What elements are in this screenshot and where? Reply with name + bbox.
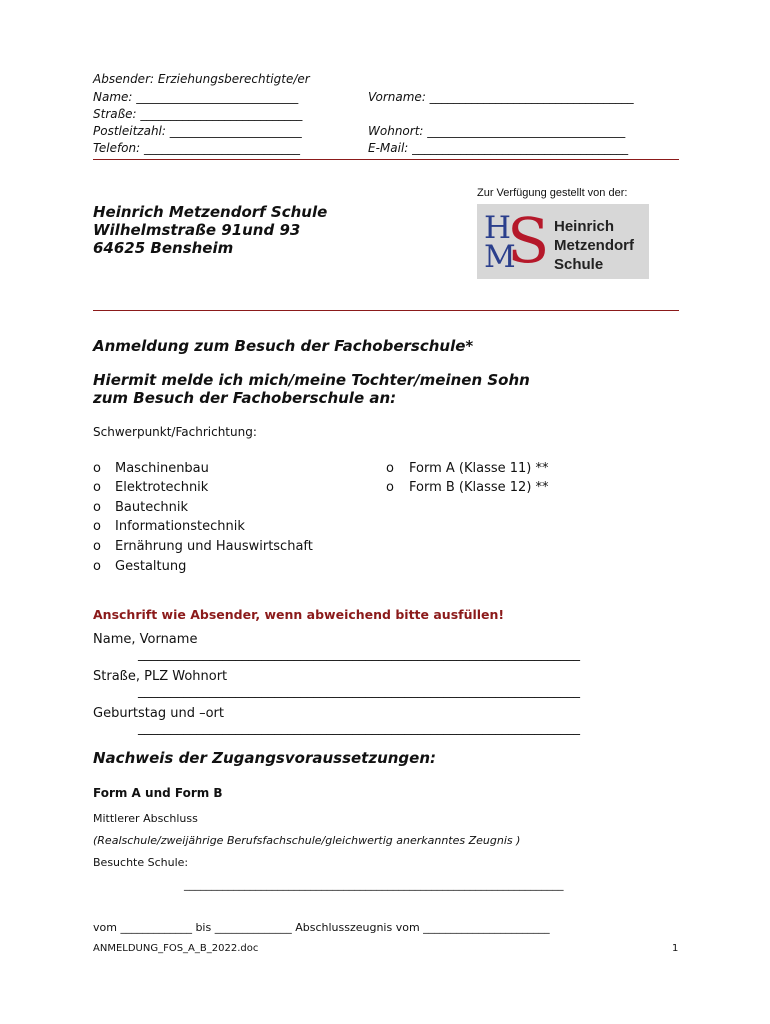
sender-phone-field[interactable]: Telefon: __________________________ (93, 141, 300, 155)
sender-vorname-field[interactable]: Vorname: __________________________________ (368, 90, 634, 104)
school-street: Wilhelmstraße 91und 93 (93, 221, 301, 239)
footer-filename: ANMELDUNG_FOS_A_B_2022.doc (93, 943, 259, 954)
alt-street-field[interactable]: ____________________________________________________________________ (138, 684, 580, 699)
logo-letter-h: H (484, 210, 512, 246)
school-city: 64625 Bensheim (93, 239, 234, 257)
checkbox-bautechnik[interactable]: o (93, 500, 101, 515)
sender-email-field[interactable]: E-Mail: ____________________________________ (368, 141, 629, 155)
checkbox-form-b[interactable]: o (386, 480, 394, 495)
alt-name-field[interactable]: ____________________________________________________________________ (138, 647, 580, 662)
option-bautechnik: Bautechnik (115, 500, 188, 515)
sender-name-field[interactable]: Name: ___________________________ (93, 90, 299, 104)
checkbox-informationstechnik[interactable]: o (93, 519, 101, 534)
school-visited-field[interactable]: _____________________________________________________________________ (184, 878, 564, 891)
school-logo (477, 204, 649, 279)
logo-letter-m: M (484, 239, 516, 275)
checkbox-form-a[interactable]: o (386, 461, 394, 476)
form-intro-line-2: zum Besuch der Fachoberschule an: (93, 389, 397, 407)
sender-heading: Absender: Erziehungsberechtigte/er (93, 72, 310, 86)
form-intro-line-1: Hiermit melde ich mich/meine Tochter/meinen Sohn (93, 371, 530, 389)
logo-letter-s: S (507, 204, 550, 277)
dates-field[interactable]: vom _____________ bis ______________ Abschlusszeugnis vom _______________________ (93, 921, 550, 934)
address-divider (93, 310, 679, 311)
checkbox-elektrotechnik[interactable]: o (93, 480, 101, 495)
provided-by-label: Zur Verfügung gestellt von der: (477, 187, 628, 199)
degree-label: Mittlerer Abschluss (93, 812, 198, 825)
header-divider (93, 159, 679, 160)
focus-label: Schwerpunkt/Fachrichtung: (93, 425, 257, 439)
logo-text-line-1: Heinrich (554, 218, 615, 235)
alt-address-heading: Anschrift wie Absender, wenn abweichend bitte ausfüllen! (93, 607, 505, 622)
alt-street-label: Straße, PLZ Wohnort (93, 669, 228, 684)
option-ernaehrung: Ernährung und Hauswirtschaft (115, 539, 313, 554)
alt-name-label: Name, Vorname (93, 632, 198, 647)
alt-birth-label: Geburtstag und –ort (93, 706, 224, 721)
option-elektrotechnik: Elektrotechnik (115, 480, 209, 495)
option-form-a: Form A (Klasse 11) ** (409, 461, 549, 476)
form-title: Anmeldung zum Besuch der Fachoberschule* (93, 337, 474, 355)
checkbox-maschinenbau[interactable]: o (93, 461, 101, 476)
logo-text-line-3: Schule (554, 256, 604, 273)
option-form-b: Form B (Klasse 12) ** (409, 480, 549, 495)
option-informationstechnik: Informationstechnik (115, 519, 245, 534)
school-name: Heinrich Metzendorf Schule (93, 203, 328, 221)
option-maschinenbau: Maschinenbau (115, 461, 209, 476)
alt-birth-field[interactable]: ____________________________________________________________________ (138, 721, 580, 736)
school-visited-label: Besuchte Schule: (93, 856, 189, 869)
option-gestaltung: Gestaltung (115, 559, 187, 574)
sender-wohnort-field[interactable]: Wohnort: _________________________________ (368, 124, 626, 138)
footer-page-number: 1 (672, 943, 679, 954)
logo-text-line-2: Metzendorf (554, 237, 634, 254)
sender-plz-field[interactable]: Postleitzahl: ______________________ (93, 124, 302, 138)
requirements-title: Nachweis der Zugangsvoraussetzungen: (93, 749, 437, 767)
degree-note: (Realschule/zweijährige Berufsfachschule/gleichwertig anerkanntes Zeugnis ) (93, 834, 521, 847)
checkbox-ernaehrung[interactable]: o (93, 539, 101, 554)
sender-street-field[interactable]: Straße: ___________________________ (93, 107, 303, 121)
requirements-subtitle: Form A und Form B (93, 786, 223, 800)
checkbox-gestaltung[interactable]: o (93, 559, 101, 574)
